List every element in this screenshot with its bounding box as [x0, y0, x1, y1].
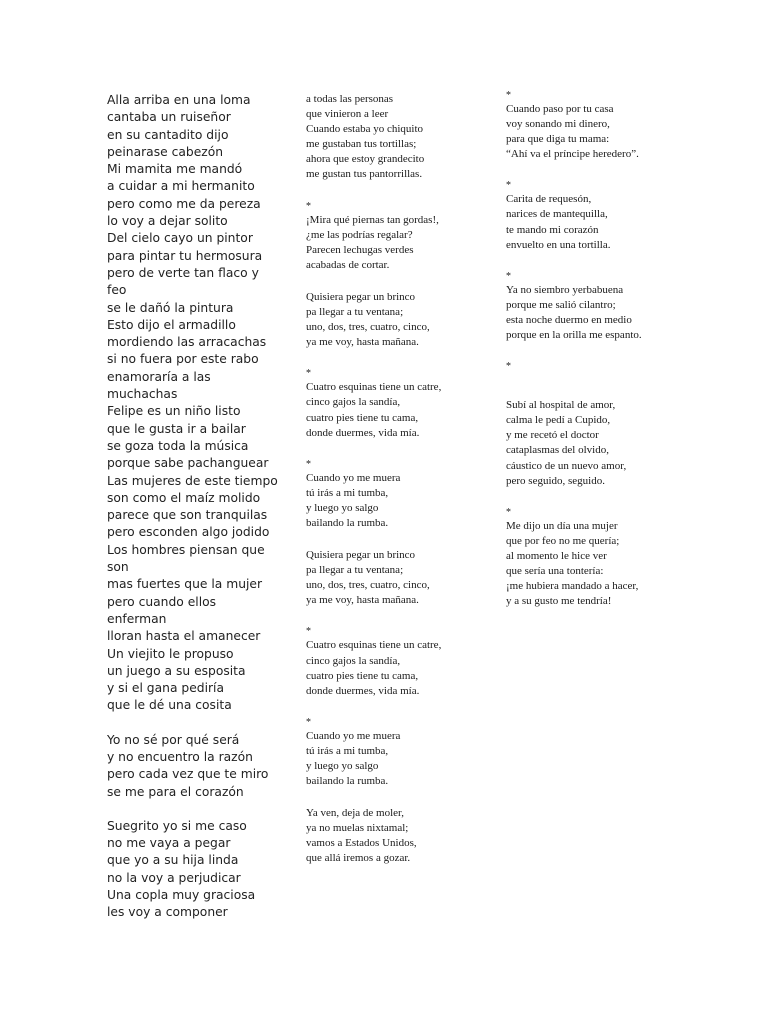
verse-line: ahora que estoy grandecito — [306, 153, 425, 166]
verse-line: y a su gusto me tendría! — [506, 595, 612, 608]
stanza — [107, 732, 287, 801]
stanza — [306, 367, 496, 440]
verse-line: bailando la rumba. — [306, 775, 389, 788]
verse-line: ya me voy, hasta mañana. — [306, 336, 419, 349]
verse-line: Quisiera pegar un brinco — [306, 549, 416, 562]
verse-line: si no fuera por este rabo — [107, 352, 259, 367]
verse-line: se goza toda la música — [107, 438, 249, 453]
verse-line: que yo a su hija linda — [107, 853, 239, 868]
verse-line: ya me voy, hasta mañana. — [306, 594, 419, 607]
verse-line: pa llegar a tu ventana; — [306, 564, 404, 577]
verse-line: que le gusta ir a bailar — [107, 421, 246, 436]
verse-line: a todas las personas — [306, 93, 394, 105]
stanza — [306, 716, 496, 789]
verse-line: ya no muelas nixtamal; — [306, 822, 409, 835]
verse-line: Mi mamita me mandó — [107, 162, 243, 177]
stanza — [506, 506, 706, 610]
stanza — [506, 179, 706, 252]
verse-line: no la voy a perjudicar — [107, 870, 241, 885]
stanza — [506, 360, 706, 373]
verse-line: envuelto en una tortilla. — [506, 238, 611, 251]
verse-line: Ya no siembro yerbabuena — [506, 283, 624, 296]
verse-line: feo — [107, 283, 127, 298]
verse-line: ¡Mira qué piernas tan gordas!, — [306, 213, 439, 226]
verse-line: mas fuertes que la mujer — [107, 577, 263, 592]
stanza-separator: * — [306, 368, 311, 380]
verse-line: vamos a Estados Unidos, — [306, 837, 417, 850]
verse-line: al momento le hice ver — [506, 549, 607, 562]
verse-line: Suegrito yo si me caso — [107, 818, 247, 833]
poem-column-middle — [306, 92, 496, 867]
stanza — [306, 625, 496, 698]
verse-line: Alla arriba en una loma — [107, 93, 251, 107]
verse-line: y luego yo salgo — [306, 501, 379, 514]
stanza-separator: * — [306, 458, 311, 470]
stanza — [506, 398, 706, 489]
verse-line: y no encuentro la razón — [107, 749, 253, 764]
verse-line: que vinieron a leer — [306, 108, 389, 121]
stanza — [306, 92, 496, 122]
stanza — [306, 458, 496, 531]
verse-line: donde duermes, vida mía. — [306, 426, 420, 439]
verse-line: se le dañó la pintura — [107, 300, 234, 315]
stanza-separator: * — [506, 270, 511, 282]
verse-line: Una copla muy graciosa — [107, 888, 256, 903]
verse-line: tú irás a mi tumba, — [306, 744, 389, 757]
stanza — [306, 200, 496, 273]
verse-line: cinco gajos la sandía, — [306, 396, 401, 409]
verse-line: y me recetó el doctor — [506, 429, 599, 442]
verse-line: Esto dijo el armadillo — [107, 317, 236, 332]
verse-line: son como el maíz molido — [107, 490, 261, 505]
verse-line: esta noche duermo en medio — [506, 313, 632, 326]
verse-line: Las mujeres de este tiempo — [107, 473, 278, 488]
verse-line: porque en la orilla me espanto. — [506, 329, 642, 342]
verse-line: enamoraría a las — [107, 369, 211, 384]
verse-line: Ya ven, deja de moler, — [306, 807, 405, 820]
stanza-separator: * — [506, 180, 511, 192]
verse-line: que le dé una cosita — [107, 698, 232, 713]
stanza-separator: * — [306, 626, 311, 638]
verse-line: son — [107, 560, 129, 575]
verse-line: pero esconden algo jodido — [107, 525, 270, 540]
verse-line: Los hombres piensan que — [107, 542, 265, 557]
verse-line: que allá iremos a gozar. — [306, 852, 411, 865]
stanza — [306, 548, 496, 608]
verse-line: Subí al hospital de amor, — [506, 399, 616, 412]
verse-line: enferman — [107, 611, 167, 626]
verse-line: Cuando yo me muera — [306, 471, 401, 484]
verse-line: uno, dos, tres, cuatro, cinco, — [306, 321, 430, 334]
verse-line: pero de verte tan flaco y — [107, 265, 259, 280]
verse-line: un juego a su esposita — [107, 663, 246, 678]
verse-line: tú irás a mi tumba, — [306, 486, 389, 499]
verse-line: voy sonando mi dinero, — [506, 118, 610, 131]
stanza — [306, 290, 496, 350]
verse-line: Felipe es un niño listo — [107, 404, 241, 419]
verse-line: parece que son tranquilas — [107, 508, 268, 523]
stanza — [506, 270, 706, 343]
verse-line: donde duermes, vida mía. — [306, 684, 420, 697]
verse-line: me gustan tus pantorrillas. — [306, 168, 423, 181]
verse-line: Carita de requesón, — [506, 193, 592, 206]
poem-column-right — [506, 89, 706, 609]
stanza — [306, 122, 496, 182]
verse-line: te mando mi corazón — [506, 223, 599, 236]
verse-line: lloran hasta el amanecer — [107, 629, 261, 644]
verse-line: peinarase cabezón — [107, 144, 224, 159]
verse-line: y si el gana pediría — [107, 681, 224, 696]
verse-line: Cuando yo me muera — [306, 729, 401, 742]
verse-line: cantaba un ruiseñor — [107, 110, 231, 125]
verse-line: cuatro pies tiene tu cama, — [306, 411, 419, 424]
verse-line: muchachas — [107, 387, 178, 402]
verse-line: me gustaban tus tortillas; — [306, 138, 417, 151]
verse-line: Quisiera pegar un brinco — [306, 290, 416, 303]
verse-line: ¿me las podrías regalar? — [306, 228, 413, 241]
verse-line: acabadas de cortar. — [306, 258, 390, 271]
verse-line: bailando la rumba. — [306, 516, 389, 529]
verse-line: lo voy a dejar solito — [107, 214, 228, 229]
verse-line: pa llegar a tu ventana; — [306, 306, 404, 319]
stanza — [107, 92, 287, 715]
verse-line: pero cada vez que te miro — [107, 767, 269, 782]
verse-line: porque sabe pachanguear — [107, 456, 269, 471]
stanza — [107, 818, 287, 922]
stanza — [506, 89, 706, 162]
verse-line: Cuando estaba yo chiquito — [306, 123, 424, 136]
verse-line: ¡me hubiera mandado a hacer, — [506, 580, 639, 593]
stanza-separator: * — [306, 716, 311, 728]
verse-line: pero cuando ellos — [107, 594, 217, 609]
verse-line: narices de mantequilla, — [506, 208, 608, 221]
stanza-separator: * — [306, 200, 311, 212]
verse-line: pero seguido, seguido. — [506, 474, 605, 487]
verse-line: cinco gajos la sandía, — [306, 654, 401, 667]
verse-line: cataplasmas del olvido, — [506, 444, 609, 457]
poem-column-left — [107, 92, 287, 922]
verse-line: Del cielo cayo un pintor — [107, 231, 253, 246]
verse-line: que por feo no me quería; — [506, 534, 620, 547]
verse-line: calma le pedí a Cupido, — [506, 414, 611, 427]
verse-line: cuatro pies tiene tu cama, — [306, 669, 419, 682]
stanza-separator: * — [506, 361, 511, 373]
verse-line: Parecen lechugas verdes — [306, 243, 414, 256]
verse-line: se me para el corazón — [107, 784, 244, 799]
verse-line: pero como me da pereza — [107, 196, 261, 211]
verse-line: “Ahí va el príncipe heredero”. — [506, 148, 639, 161]
stanza-separator: * — [506, 90, 511, 101]
verse-line: porque me salió cilantro; — [506, 298, 616, 311]
verse-line: y luego yo salgo — [306, 760, 379, 772]
verse-line: para que diga tu mama: — [506, 133, 610, 146]
verse-line: les voy a componer — [107, 905, 228, 920]
verse-line: cáustico de un nuevo amor, — [506, 459, 627, 472]
verse-line: para pintar tu hermosura — [107, 248, 263, 263]
verse-line: Yo no sé por qué será — [107, 732, 240, 747]
verse-line: que sería una tontería: — [506, 564, 604, 577]
verse-line: no me vaya a pegar — [107, 836, 231, 851]
verse-line: Me dijo un día una mujer — [506, 519, 618, 532]
verse-line: uno, dos, tres, cuatro, cinco, — [306, 579, 430, 592]
verse-line: Un viejito le propuso — [107, 646, 234, 661]
verse-line: Cuatro esquinas tiene un catre, — [306, 639, 442, 652]
stanza-separator: * — [506, 506, 511, 518]
verse-line: en su cantadito dijo — [107, 127, 229, 142]
stanza — [306, 806, 496, 866]
verse-line: a cuidar a mi hermanito — [107, 179, 255, 194]
verse-line: mordiendo las arracachas — [107, 335, 267, 350]
verse-line: Cuatro esquinas tiene un catre, — [306, 381, 442, 394]
verse-line: Cuando paso por tu casa — [506, 103, 614, 115]
